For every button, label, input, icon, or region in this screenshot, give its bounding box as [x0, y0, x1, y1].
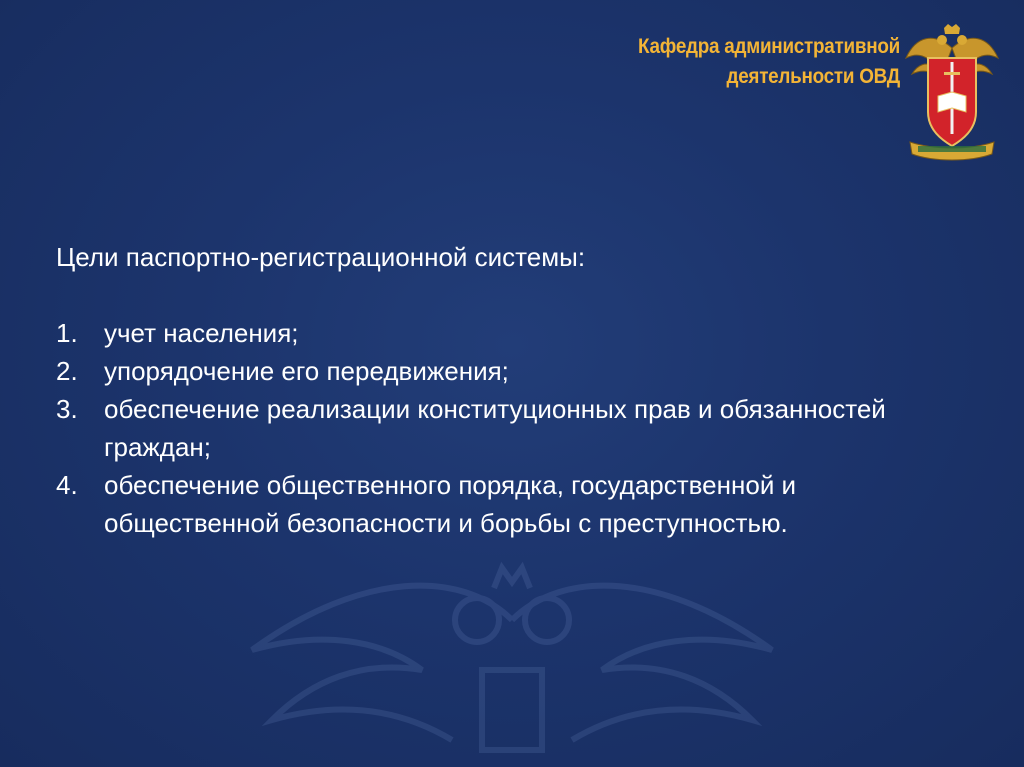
list-item-number: 3.	[56, 394, 78, 424]
list-item-text: учет населения;	[104, 318, 299, 348]
list-item-text: обеспечение реализации конституционных прав и обязанностей граждан;	[104, 394, 886, 462]
double-headed-eagle-watermark-icon	[232, 560, 792, 767]
list-item-number: 4.	[56, 470, 78, 500]
slide-content	[56, 238, 956, 542]
police-emblem-icon	[904, 22, 1000, 164]
list-item	[56, 314, 956, 352]
list-item-text: обеспечение общественного порядка, государственной и общественной безопасности и борьбы с преступностью.	[104, 470, 797, 538]
list-item-number: 1.	[56, 318, 78, 348]
list-item	[56, 390, 956, 466]
department-title-line1: Кафедра административной	[638, 35, 900, 58]
list-item	[56, 466, 956, 542]
list-item-number: 2.	[56, 356, 78, 386]
department-title	[612, 32, 900, 92]
slide-heading: Цели паспортно-регистрационной системы:	[56, 242, 586, 272]
goals-list	[56, 314, 956, 542]
list-item	[56, 352, 956, 390]
list-item-text: упорядочение его передвижения;	[104, 356, 509, 386]
department-title-line2: деятельности ОВД	[726, 65, 900, 88]
